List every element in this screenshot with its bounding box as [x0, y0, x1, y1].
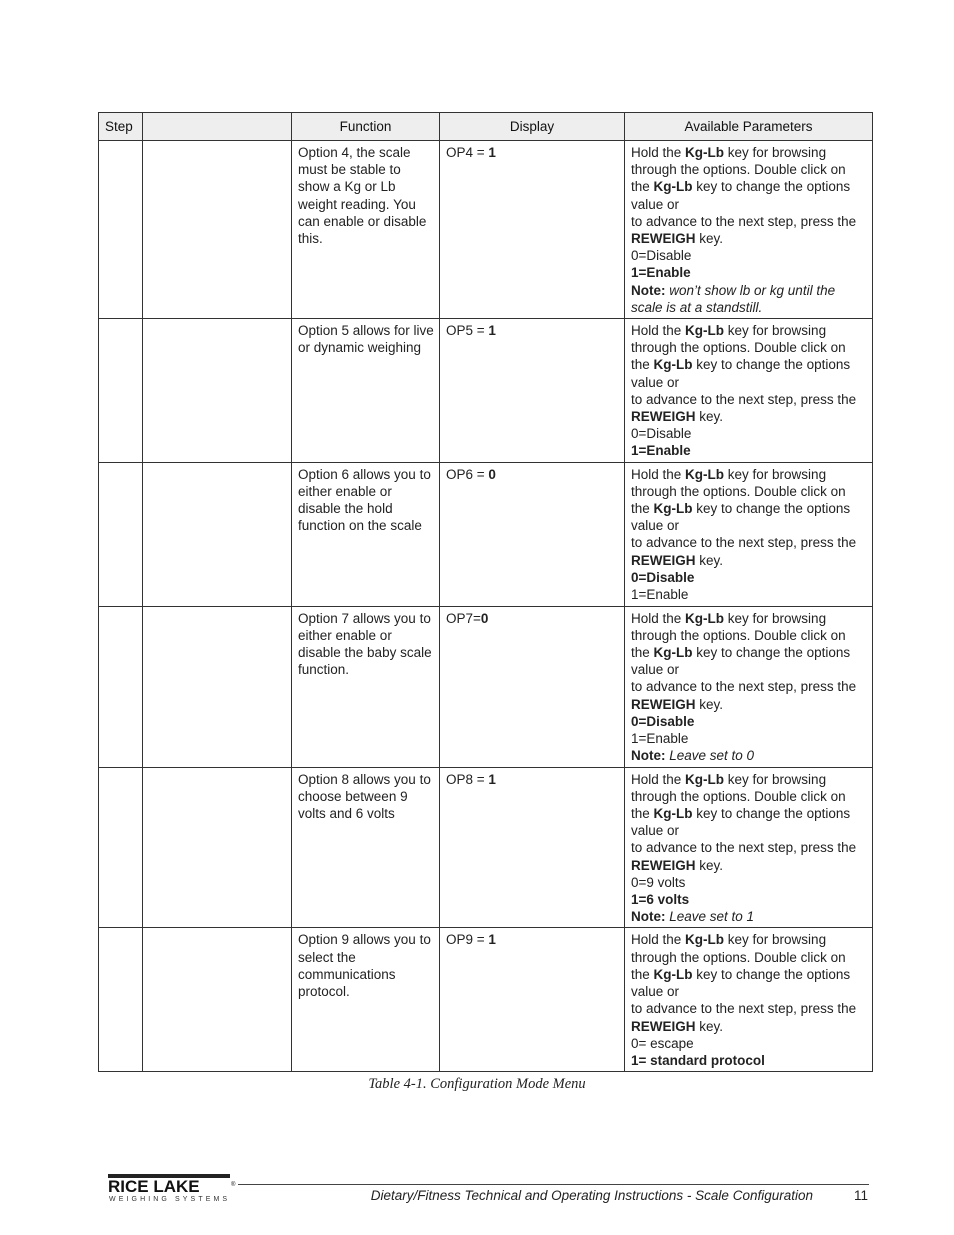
- function-line: weight reading. You: [298, 196, 416, 212]
- parameter-key: Note:: [631, 748, 666, 764]
- display-label: OP8 =: [446, 771, 489, 787]
- parameter-line: [631, 908, 866, 925]
- function-line: Option 5 allows for live: [298, 323, 434, 339]
- display-label: OP9 =: [446, 932, 489, 948]
- parameter-line: [631, 788, 866, 805]
- function-cell: [292, 928, 440, 1072]
- parameters-cell: [625, 319, 873, 463]
- parameter-key: Kg-Lb: [685, 771, 725, 787]
- table-header-row: [99, 113, 873, 141]
- parameter-line: [631, 500, 866, 517]
- parameter-line: [631, 1018, 866, 1035]
- function-line: Option 8 allows you to: [298, 771, 431, 787]
- function-line: must be stable to: [298, 162, 401, 178]
- function-line: can enable or disable: [298, 213, 427, 229]
- display-value: 1: [488, 771, 496, 787]
- parameters-cell: [625, 141, 873, 319]
- parameter-key: 1=Enable: [631, 265, 691, 281]
- display-cell: [440, 928, 625, 1072]
- parameter-text: 1=Enable: [631, 731, 689, 747]
- logo-wordmark: RICE LAKE: [108, 1177, 200, 1196]
- parameter-line: [631, 161, 866, 178]
- step-cell: [99, 141, 143, 319]
- parameter-text: through the options. Double click on: [631, 340, 846, 356]
- function-line: select the: [298, 949, 356, 965]
- page-number: 11: [853, 1188, 868, 1203]
- parameter-text: value or: [631, 196, 680, 212]
- function-line: volts and 6 volts: [298, 806, 395, 822]
- parameter-rest: key.: [695, 231, 724, 247]
- table-row: [99, 928, 873, 1072]
- function-line: Option 9 allows you to: [298, 932, 431, 948]
- parameters-cell: [625, 928, 873, 1072]
- footer-title: Dietary/Fitness Technical and Operating Instructions - Scale Configuration: [370, 1188, 813, 1203]
- parameter-line: [631, 874, 866, 891]
- function-line: Option 7 allows you to: [298, 610, 431, 626]
- parameter-line: [631, 696, 866, 713]
- parameter-rest: key for browsing: [724, 145, 827, 160]
- parameter-line: [631, 339, 866, 356]
- display-label: OP6 =: [446, 466, 489, 482]
- configuration-mode-table: [98, 112, 873, 1072]
- parameter-text: Hold the: [631, 466, 686, 482]
- function-line: protocol.: [298, 984, 350, 1000]
- parameter-line: [631, 425, 866, 442]
- parameter-key: Kg-Lb: [685, 610, 725, 626]
- parameter-line: [631, 356, 866, 373]
- parameter-key: REWEIGH: [631, 696, 696, 712]
- parameter-key: REWEIGH: [631, 552, 696, 568]
- parameter-text: value or: [631, 374, 680, 390]
- parameter-rest: key for browsing: [724, 323, 827, 339]
- step-cell: [99, 767, 143, 928]
- header-blank: [143, 113, 292, 141]
- display-cell: [440, 319, 625, 463]
- parameter-line: [631, 713, 866, 730]
- display-cell: [440, 606, 625, 767]
- logo-tagline: WEIGHING SYSTEMS: [109, 1196, 231, 1203]
- blank-cell: [143, 928, 292, 1072]
- parameter-key: Kg-Lb: [653, 501, 693, 517]
- parameter-line: [631, 678, 866, 695]
- parameter-text: value or: [631, 984, 680, 1000]
- parameter-line: [631, 264, 866, 281]
- parameter-line: [631, 627, 866, 644]
- function-cell: [292, 767, 440, 928]
- parameter-text: to advance to the next step, press the: [631, 391, 857, 407]
- parameter-rest: key to change the options: [692, 357, 851, 373]
- parameter-line: [631, 931, 866, 948]
- parameters-cell: [625, 606, 873, 767]
- parameter-text: the: [631, 179, 654, 195]
- blank-cell: [143, 319, 292, 463]
- parameter-note: Leave set to 0: [665, 748, 755, 764]
- function-line: disable the baby scale: [298, 645, 432, 661]
- parameter-key: REWEIGH: [631, 231, 696, 247]
- table-body: [99, 141, 873, 1072]
- header-function: Function: [292, 113, 440, 141]
- parameter-line: [631, 322, 866, 339]
- parameter-text: to advance to the next step, press the: [631, 679, 857, 695]
- function-line: choose between 9: [298, 788, 408, 804]
- parameter-text: through the options. Double click on: [631, 949, 846, 965]
- parameter-text: to advance to the next step, press the: [631, 213, 857, 229]
- parameters-cell: [625, 462, 873, 606]
- parameter-line: [631, 857, 866, 874]
- parameter-key: 1=Enable: [631, 443, 691, 459]
- parameter-text: Hold the: [631, 323, 686, 339]
- parameter-line: [631, 247, 866, 264]
- parameter-key: Kg-Lb: [653, 357, 693, 373]
- parameter-key: Kg-Lb: [685, 145, 725, 160]
- parameter-rest: key to change the options: [692, 806, 851, 822]
- parameter-line: [631, 661, 866, 678]
- parameter-key: Kg-Lb: [685, 932, 725, 948]
- parameter-rest: key.: [695, 409, 724, 425]
- header-step: Step: [99, 113, 143, 141]
- parameter-rest: key to change the options: [692, 966, 851, 982]
- parameter-note: won’t show lb or kg until the: [665, 282, 836, 298]
- parameter-key: Kg-Lb: [653, 179, 693, 195]
- function-line: show a Kg or Lb: [298, 179, 396, 195]
- parameter-line: [631, 466, 866, 483]
- parameter-text: the: [631, 806, 654, 822]
- parameter-text: 0=9 volts: [631, 874, 686, 890]
- parameter-text: value or: [631, 662, 680, 678]
- parameter-line: [631, 144, 866, 161]
- function-cell: [292, 606, 440, 767]
- parameter-note: Leave set to 1: [665, 909, 755, 925]
- blank-cell: [143, 141, 292, 319]
- table-row: [99, 141, 873, 319]
- blank-cell: [143, 462, 292, 606]
- parameter-text: the: [631, 966, 654, 982]
- parameter-key: 1=6 volts: [631, 892, 690, 908]
- parameter-text: through the options. Double click on: [631, 627, 846, 643]
- parameter-text: Hold the: [631, 771, 686, 787]
- parameter-text: value or: [631, 823, 680, 839]
- parameter-text: through the options. Double click on: [631, 162, 846, 178]
- parameter-line: [631, 442, 866, 459]
- parameter-line: [631, 747, 866, 764]
- display-label: OP5 =: [446, 323, 489, 339]
- parameter-line: [631, 1000, 866, 1017]
- parameter-rest: key.: [695, 1018, 724, 1034]
- function-line: communications: [298, 966, 396, 982]
- parameter-line: [631, 299, 866, 316]
- parameter-key: 0=Disable: [631, 713, 695, 729]
- table-row: [99, 319, 873, 463]
- display-value: 1: [488, 932, 496, 948]
- parameter-key: Note:: [631, 282, 666, 298]
- parameter-line: [631, 374, 866, 391]
- parameter-line: [631, 196, 866, 213]
- display-cell: [440, 767, 625, 928]
- display-label: OP4 =: [446, 145, 489, 160]
- parameter-text: Hold the: [631, 145, 686, 160]
- function-cell: [292, 319, 440, 463]
- function-line: either enable or: [298, 483, 392, 499]
- step-cell: [99, 462, 143, 606]
- parameter-key: Note:: [631, 909, 666, 925]
- parameter-line: [631, 552, 866, 569]
- parameter-line: [631, 569, 866, 586]
- parameter-text: Hold the: [631, 610, 686, 626]
- parameter-line: [631, 891, 866, 908]
- parameter-rest: key.: [695, 857, 724, 873]
- display-value: 0: [480, 610, 489, 626]
- parameter-text: value or: [631, 518, 680, 534]
- blank-cell: [143, 606, 292, 767]
- display-label: OP7=: [446, 610, 481, 626]
- parameter-rest: key.: [695, 696, 724, 712]
- parameter-line: [631, 178, 866, 195]
- parameter-rest: key to change the options: [692, 645, 851, 661]
- display-cell: [440, 141, 625, 319]
- function-cell: [292, 141, 440, 319]
- parameter-rest: key.: [695, 552, 724, 568]
- parameter-text: through the options. Double click on: [631, 483, 846, 499]
- parameter-line: [631, 966, 866, 983]
- function-line: either enable or: [298, 627, 392, 643]
- parameter-key: Kg-Lb: [653, 966, 693, 982]
- step-cell: [99, 606, 143, 767]
- parameter-line: [631, 610, 866, 627]
- parameter-line: [631, 213, 866, 230]
- parameter-rest: key for browsing: [724, 771, 827, 787]
- parameter-text: 0=Disable: [631, 248, 692, 264]
- parameter-line: [631, 1052, 866, 1069]
- parameter-line: [631, 282, 866, 299]
- step-cell: [99, 319, 143, 463]
- parameter-rest: key for browsing: [724, 466, 827, 482]
- display-value: 0: [488, 466, 496, 482]
- parameter-line: [631, 534, 866, 551]
- function-cell: [292, 462, 440, 606]
- function-line: disable the hold: [298, 501, 393, 517]
- parameter-key: REWEIGH: [631, 857, 696, 873]
- function-line: this.: [298, 231, 323, 247]
- parameter-key: REWEIGH: [631, 409, 696, 425]
- rice-lake-logo: [108, 1174, 234, 1206]
- parameter-text: to advance to the next step, press the: [631, 535, 857, 551]
- blank-cell: [143, 767, 292, 928]
- parameter-rest: key to change the options: [692, 179, 851, 195]
- parameter-line: [631, 949, 866, 966]
- function-line: or dynamic weighing: [298, 340, 422, 356]
- parameter-text: the: [631, 645, 654, 661]
- display-value: 1: [488, 145, 496, 160]
- parameter-line: [631, 391, 866, 408]
- parameter-line: [631, 805, 866, 822]
- parameter-rest: key for browsing: [724, 932, 827, 948]
- parameter-key: Kg-Lb: [653, 806, 693, 822]
- parameter-key: Kg-Lb: [685, 323, 725, 339]
- parameter-line: [631, 983, 866, 1000]
- function-line: Option 6 allows you to: [298, 466, 431, 482]
- table-caption: Table 4-1. Configuration Mode Menu: [368, 1076, 586, 1092]
- parameter-line: [631, 230, 866, 247]
- parameter-line: [631, 771, 866, 788]
- parameter-note: scale is at a standstill.: [631, 299, 763, 315]
- function-line: Option 4, the scale: [298, 145, 411, 160]
- parameter-text: 1=Enable: [631, 587, 689, 603]
- footer-rule: [238, 1184, 869, 1185]
- header-display: Display: [440, 113, 625, 141]
- header-available-parameters: Available Parameters: [625, 113, 873, 141]
- parameter-text: 0=Disable: [631, 426, 692, 442]
- parameter-text: the: [631, 357, 654, 373]
- parameter-text: to advance to the next step, press the: [631, 1001, 857, 1017]
- parameter-line: [631, 408, 866, 425]
- parameter-key: 0=Disable: [631, 569, 695, 585]
- parameter-key: Kg-Lb: [685, 466, 725, 482]
- parameter-text: 0= escape: [631, 1035, 694, 1051]
- table-row: [99, 462, 873, 606]
- step-cell: [99, 928, 143, 1072]
- parameter-key: REWEIGH: [631, 1018, 696, 1034]
- parameter-rest: key to change the options: [692, 501, 851, 517]
- parameter-line: [631, 517, 866, 534]
- function-line: function on the scale: [298, 518, 422, 534]
- parameter-rest: key for browsing: [724, 610, 827, 626]
- parameter-line: [631, 730, 866, 747]
- parameter-text: the: [631, 501, 654, 517]
- parameter-line: [631, 839, 866, 856]
- parameter-line: [631, 1035, 866, 1052]
- parameters-cell: [625, 767, 873, 928]
- logo-registered-mark: ®: [231, 1182, 236, 1188]
- parameter-line: [631, 822, 866, 839]
- display-cell: [440, 462, 625, 606]
- display-value: 1: [488, 323, 496, 339]
- parameter-key: Kg-Lb: [653, 645, 693, 661]
- parameter-line: [631, 483, 866, 500]
- parameter-text: to advance to the next step, press the: [631, 840, 857, 856]
- table-row: [99, 767, 873, 928]
- function-line: function.: [298, 662, 350, 678]
- parameter-line: [631, 644, 866, 661]
- parameter-text: Hold the: [631, 932, 686, 948]
- table-row: [99, 606, 873, 767]
- parameter-text: through the options. Double click on: [631, 788, 846, 804]
- parameter-line: [631, 586, 866, 603]
- parameter-key: 1= standard protocol: [631, 1052, 765, 1068]
